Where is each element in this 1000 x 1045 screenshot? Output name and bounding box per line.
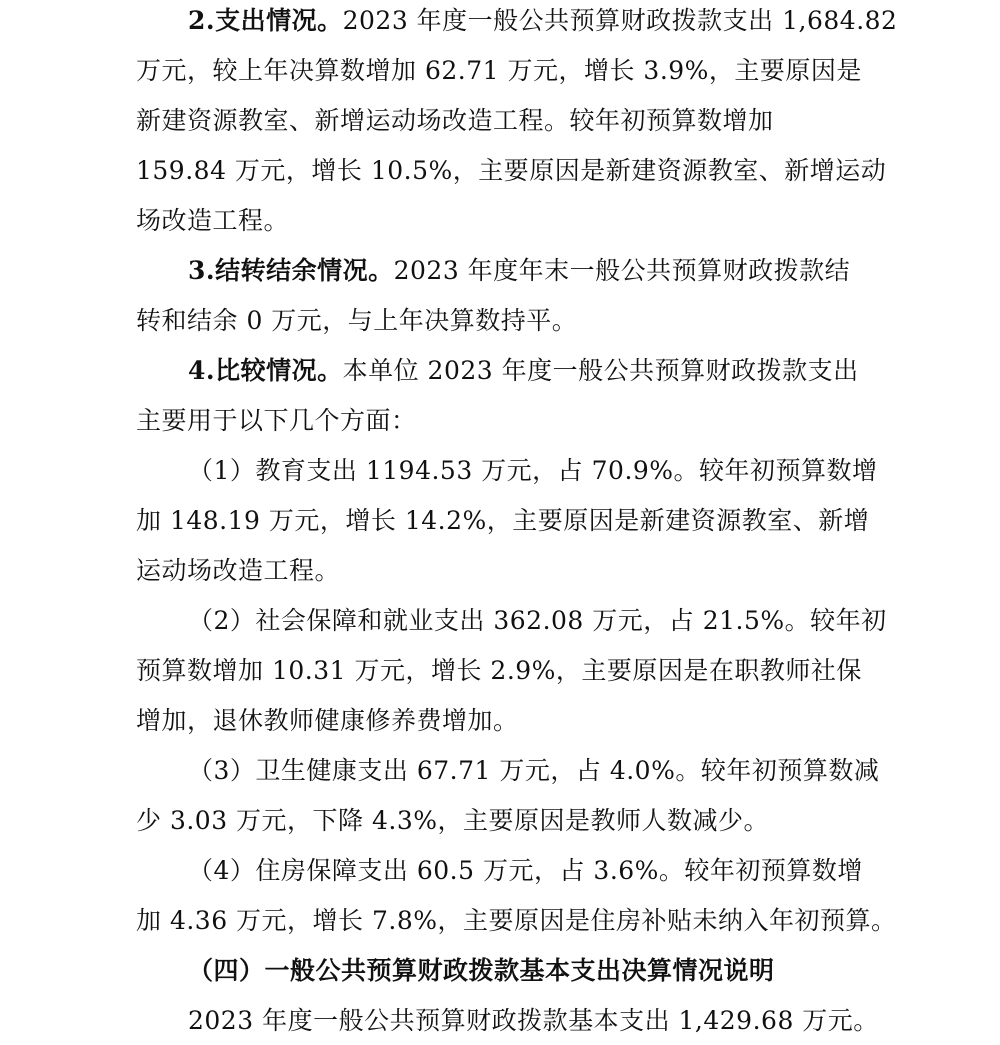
- section-heading: 4.比较情况。: [188, 356, 343, 385]
- list-item-line: 预算数增加 10.31 万元，增长 2.9%，主要原因是在职教师社保: [136, 656, 862, 685]
- section-heading: 2.支出情况。: [188, 6, 343, 35]
- paragraph-line: 159.84 万元，增长 10.5%，主要原因是新建资源教室、新增运动: [136, 156, 887, 185]
- paragraph-text: 2023 年度年末一般公共预算财政拨款结: [393, 256, 851, 285]
- paragraph-line: 2023 年度一般公共预算财政拨款基本支出 1,429.68 万元。: [188, 1006, 879, 1035]
- list-item-line: 少 3.03 万元，下降 4.3%，主要原因是教师人数减少。: [136, 806, 770, 835]
- list-item-line: 加 4.36 万元，增长 7.8%，主要原因是住房补贴未纳入年初预算。: [136, 906, 897, 935]
- paragraph-line: 万元，较上年决算数增加 62.71 万元，增长 3.9%，主要原因是: [136, 56, 862, 85]
- paragraph-line: 新建资源教室、新增运动场改造工程。较年初预算数增加: [136, 106, 774, 135]
- paragraph-text: 2023 年度一般公共预算财政拨款支出 1,684.82: [342, 6, 898, 35]
- section-heading: 3.结转结余情况。: [188, 256, 394, 285]
- paragraph-text: 本单位 2023 年度一般公共预算财政拨款支出: [342, 356, 859, 385]
- section-heading: （四）一般公共预算财政拨款基本支出决算情况说明: [188, 956, 775, 985]
- list-item-line: 运动场改造工程。: [136, 556, 341, 585]
- list-item-line: （3）卫生健康支出 67.71 万元，占 4.0%。较年初预算数减: [188, 756, 880, 785]
- paragraph-line: [188, 254, 850, 288]
- paragraph-line: 主要用于以下几个方面：: [136, 406, 417, 435]
- list-item-line: （4）住房保障支出 60.5 万元，占 3.6%。较年初预算数增: [188, 856, 863, 885]
- paragraph-line: 转和结余 0 万元，与上年决算数持平。: [136, 306, 578, 335]
- list-item-line: （1）教育支出 1194.53 万元，占 70.9%。较年初预算数增: [188, 456, 878, 485]
- paragraph-line: [188, 4, 897, 38]
- list-item-line: 加 148.19 万元，增长 14.2%，主要原因是新建资源教室、新增: [136, 506, 870, 535]
- list-item-line: （2）社会保障和就业支出 362.08 万元，占 21.5%。较年初: [188, 606, 887, 635]
- paragraph-line: 场改造工程。: [136, 206, 290, 235]
- list-item-line: 增加，退休教师健康修养费增加。: [136, 706, 519, 735]
- paragraph-line: [188, 354, 859, 388]
